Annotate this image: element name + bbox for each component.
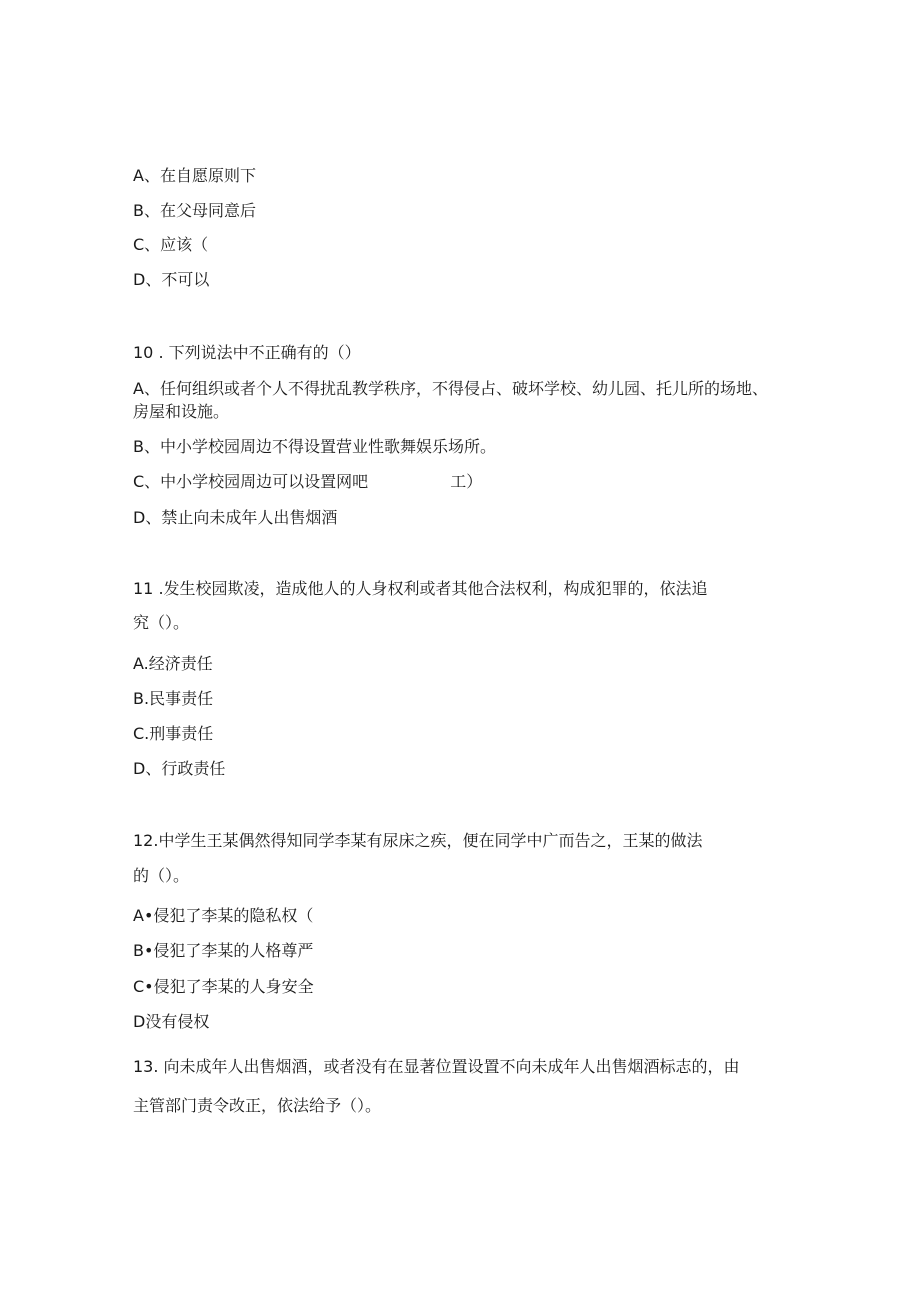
q9-option-b: B、在父母同意后 (133, 201, 256, 220)
q13-stem-line1: 13. 向未成年人出售烟酒，或者没有在显著位置设置不向未成年人出售烟酒标志的，由 (133, 1057, 740, 1076)
q9-option-d: D、不可以 (133, 270, 210, 289)
q12-option-b: B•侵犯了李某的人格尊严 (133, 941, 314, 960)
q12-stem-line1: 12.中学生王某偶然得知同学李某有尿床之疾，便在同学中广而告之，王某的做法 (133, 831, 703, 850)
q13-stem-line2: 主管部门责令改正，依法给予（）。 (133, 1096, 382, 1115)
q11-option-b: B.民事责任 (133, 689, 214, 708)
q10-option-c (133, 471, 482, 493)
q9-option-c: C、应该（ (133, 235, 209, 254)
q12-option-d: D没有侵权 (133, 1012, 210, 1031)
q9-option-a: A、在自愿原则下 (133, 166, 256, 185)
q11-option-d: D、行政责任 (133, 759, 226, 778)
q12-option-a: A•侵犯了李某的隐私权（ (133, 906, 314, 925)
q10-option-c-text: C、中小学校园周边可以设置网吧 (133, 472, 369, 491)
q10-option-c-tail: 工） (450, 472, 483, 491)
q10-stem: 10 . 下列说法中不正确有的（） (133, 343, 361, 362)
q10-option-a: A、任何组织或者个人不得扰乱教学秩序，不得侵占、破坏学校、幼儿园、托儿所的场地、房屋和设施。 (133, 379, 768, 421)
q10-option-d: D、禁止向未成年人出售烟酒 (133, 508, 338, 527)
q12-option-c: C•侵犯了李某的人身安全 (133, 977, 314, 996)
q12-stem-line2: 的（）。 (133, 866, 190, 885)
q11-option-c: C.刑事责任 (133, 724, 214, 743)
q11-option-a: A.经济责任 (133, 654, 213, 673)
q11-stem-line2: 究（）。 (133, 613, 190, 632)
q10-option-b: B、中小学校园周边不得设置营业性歌舞娱乐场所。 (133, 437, 496, 456)
q11-stem-line1: 11 .发生校园欺凌，造成他人的人身权利或者其他合法权利，构成犯罪的，依法追 (133, 579, 708, 598)
